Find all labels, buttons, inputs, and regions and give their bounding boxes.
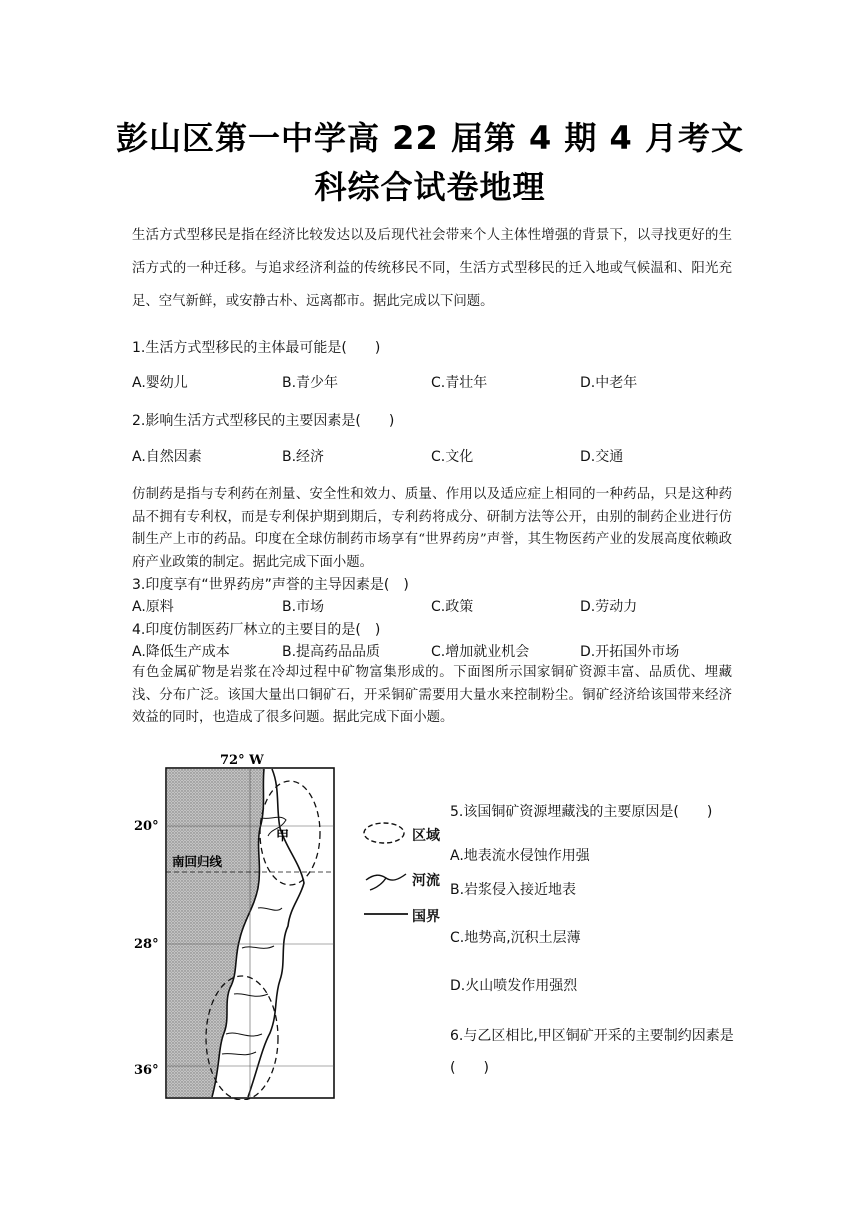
river	[234, 994, 268, 997]
q1-option-a: A.婴幼儿	[132, 375, 188, 391]
region-jia-label: 甲	[276, 829, 290, 844]
q1-option-d: D.中老年	[580, 375, 638, 391]
map-legend	[360, 818, 450, 928]
passage-2: 仿制药是指与专利药在剂量、安全性和效力、质量、作用以及适应症上相同的一种药品，只是这种药品不拥有专利权，而是专利保护期到期后，专利药将成分、研制方法等公开，由别的制药企业进行仿制生产上市的药品。印度在全球仿制药市场享有“世界药房”声誉，其生物医药产业的发展高度依赖政府产业政策的制定。据此完成下面小题。	[132, 487, 732, 570]
latitude-label-36: 36°	[134, 1063, 159, 1078]
river	[226, 1033, 262, 1036]
legend-symbols	[360, 818, 412, 928]
q5-option-a: A.地表流水侵蚀作用强	[450, 848, 590, 864]
tropic-label: 南回归线	[172, 854, 223, 869]
q5-option-c: C.地势高,沉积土层薄	[450, 930, 581, 946]
ocean-area	[167, 769, 264, 1097]
region-jia-boundary	[260, 781, 320, 885]
question-6-stem: 6.与乙区相比,甲区铜矿开采的主要制约因素是( )	[450, 1028, 734, 1076]
latitude-label-20: 20°	[134, 819, 159, 834]
question-1-stem: 1.生活方式型移民的主体最可能是( )	[132, 340, 381, 356]
legend-river-label: 河流	[412, 873, 440, 889]
river	[258, 908, 282, 911]
question-5-stem: 5.该国铜矿资源埋藏浅的主要原因是( )	[450, 804, 713, 820]
title-line-1: 彭山区第一中学高 22 届第 4 期 4 月考文	[116, 119, 744, 157]
q2-option-c: C.文化	[431, 449, 474, 465]
q4-option-b: B.提高药品品质	[282, 644, 381, 660]
title-line-2: 科综合试卷地理	[314, 168, 546, 206]
passage-1: 生活方式型移民是指在经济比较发达以及后现代社会带来个人主体性增强的背景下，以寻找更好的生活方式的一种迁移。与追求经济利益的传统移民不同，生活方式型移民的迁入地或气候温和、阳光充足、空气新鲜，或安静古朴、远离都市。据此完成以下问题。	[132, 228, 732, 309]
q4-option-a: A.降低生产成本	[132, 644, 230, 660]
q4-option-c: C.增加就业机会	[431, 644, 530, 660]
longitude-label: 72° W	[220, 753, 264, 768]
q2-option-b: B.经济	[282, 449, 325, 465]
q5-option-b: B.岩浆侵入接近地表	[450, 882, 577, 898]
river	[242, 946, 274, 948]
question-2-stem: 2.影响生活方式型移民的主要因素是( )	[132, 413, 395, 429]
q3-option-a: A.原料	[132, 599, 174, 615]
passage-3: 有色金属矿物是岩浆在冷却过程中矿物富集形成的。下面图所示国家铜矿资源丰富、品质优、埋藏浅、分布广泛。该国大量出口铜矿石，开采铜矿需要用大量水来控制粉尘。铜矿经济给该国带来经济效益的同时，也造成了很多问题。据此完成下面小题。	[132, 665, 732, 725]
q2-option-a: A.自然因素	[132, 449, 202, 465]
question-4-stem: 4.印度仿制医药厂林立的主要目的是( )	[132, 622, 381, 638]
legend-border-label: 国界	[412, 909, 440, 925]
river	[222, 1052, 256, 1055]
q3-option-d: D.劳动力	[580, 599, 638, 615]
q1-option-c: C.青壮年	[431, 375, 488, 391]
q4-option-d: D.开拓国外市场	[580, 644, 680, 660]
q3-option-b: B.市场	[282, 599, 325, 615]
latitude-label-28: 28°	[134, 937, 159, 952]
q1-option-b: B.青少年	[282, 375, 339, 391]
q3-option-c: C.政策	[431, 599, 474, 615]
legend-region-label: 区域	[412, 828, 440, 844]
q2-option-d: D.交通	[580, 449, 624, 465]
question-3-stem: 3.印度享有“世界药房”声誉的主导因素是( )	[132, 577, 409, 593]
q5-option-d: D.火山喷发作用强烈	[450, 978, 578, 994]
